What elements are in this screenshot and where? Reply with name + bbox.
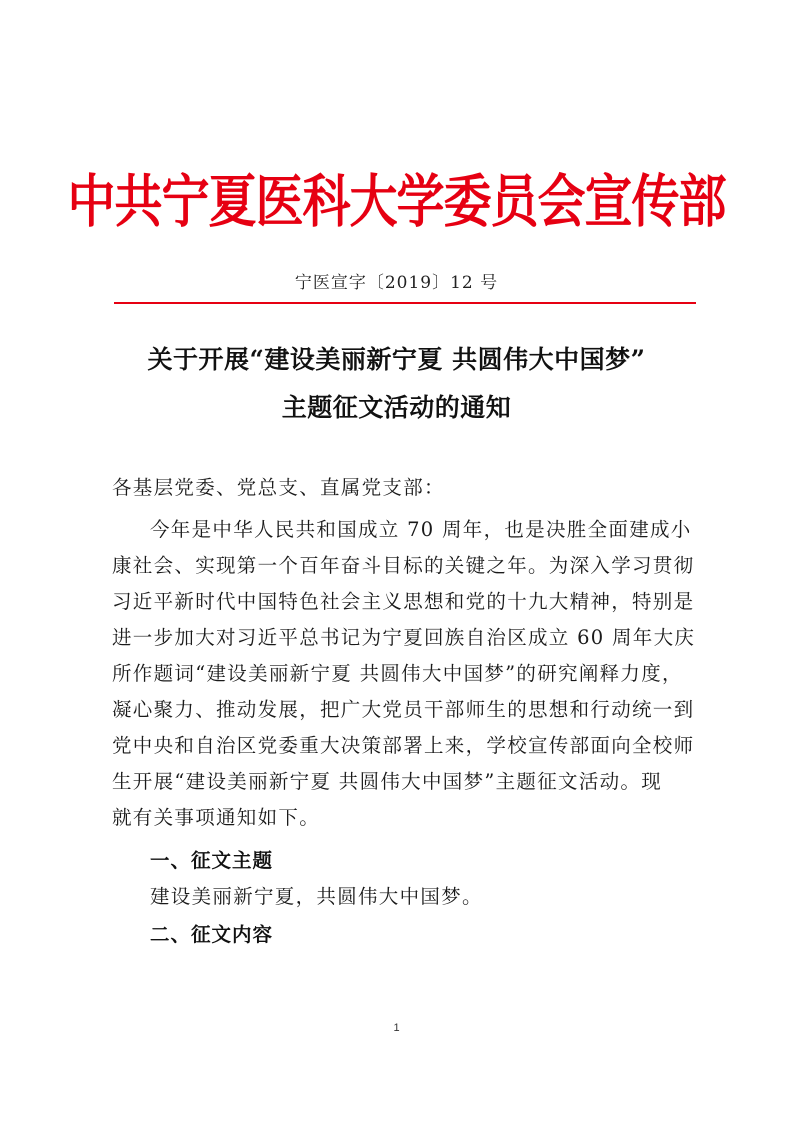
section-theme-text: 建设美丽新宁夏，共圆伟大中国梦。 [150,885,483,908]
body-line: 今年是中华人民共和国成立 70 周年，也是决胜全面建成小 [150,518,692,541]
document-number: 宁医宣字〔2019〕12 号 [294,273,499,293]
section-heading-theme: 一、征文主题 [150,849,274,872]
notice-title-line-2: 主题征文活动的通知 [281,393,512,422]
page-number: 1 [393,1022,400,1034]
body-line: 凝心聚力、推动发展，把广大党员干部师生的思想和行动统一到 [112,698,695,721]
body-line: 党中央和自治区党委重大决策部署上来，学校宣传部面向全校师 [112,734,695,757]
body-line: 进一步加大对习近平总书记为宁夏回族自治区成立 60 周年大庆 [112,626,696,649]
body-line: 习近平新时代中国特色社会主义思想和党的十九大精神，特别是 [112,590,695,613]
salutation: 各基层党委、党总支、直属党支部： [112,476,445,499]
body-line: 康社会、实现第一个百年奋斗目标的关键之年。为深入学习贯彻 [112,554,695,577]
masthead-title: 中共宁夏医科大学委员会宣传部 [67,168,726,236]
red-divider-line [114,302,696,304]
body-line: 就有关事项通知如下。 [112,806,321,829]
notice-title-line-1: 关于开展“建设美丽新宁夏 共圆伟大中国梦” [147,345,646,374]
body-line: 生开展“建设美丽新宁夏 共圆伟大中国梦”主题征文活动。现 [112,770,663,793]
section-heading-content: 二、征文内容 [150,923,274,946]
body-line: 所作题词“建设美丽新宁夏 共圆伟大中国梦”的研究阐释力度， [112,662,683,685]
